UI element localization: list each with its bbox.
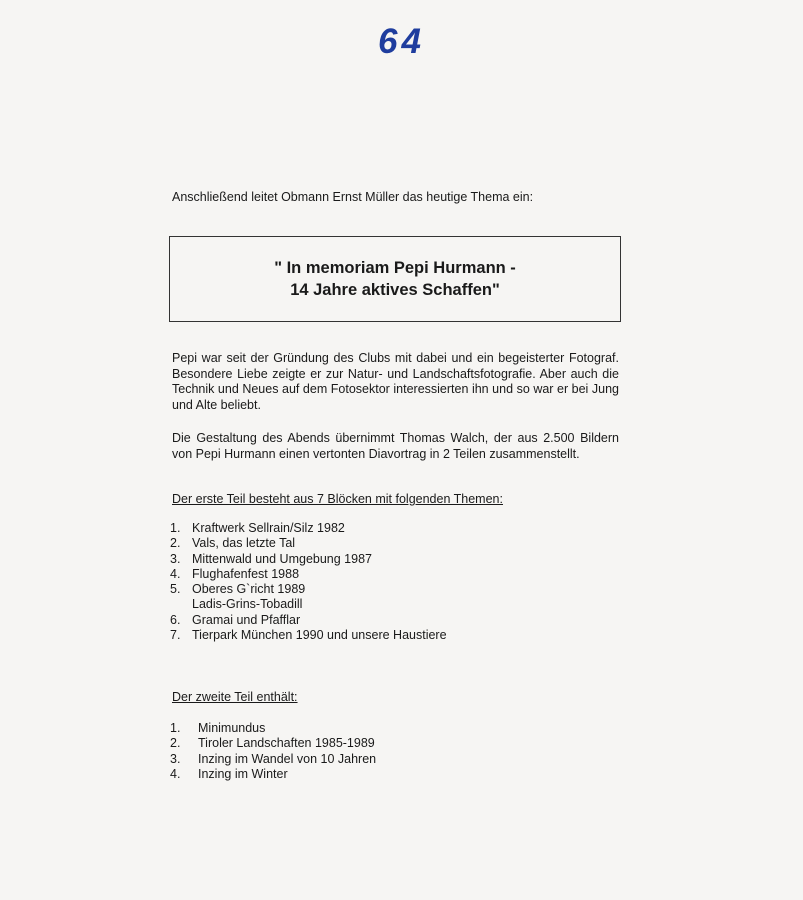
list-item: [170, 521, 447, 536]
list-item-text-block: [192, 582, 305, 613]
list-item-number: 1.: [170, 721, 181, 735]
list-item-number: 4.: [170, 566, 181, 581]
list-item: [170, 736, 376, 751]
title-box: [169, 236, 621, 322]
list-item-text: Minimundus: [198, 721, 266, 735]
title-line-1: " In memoriam Pepi Hurmann -: [274, 259, 516, 277]
list-item: [170, 567, 447, 582]
list-item-number: 6.: [170, 612, 181, 627]
list-item-number: 2.: [170, 536, 181, 551]
title-line-2: 14 Jahre aktives Schaffen": [290, 281, 500, 299]
intro-text: Anschließend leitet Obmann Ernst Müller das heutige Thema ein:: [172, 190, 534, 204]
part2-list: [170, 721, 376, 782]
list-item-subtext: Ladis-Grins-Tobadill: [192, 597, 303, 612]
list-item: [170, 536, 447, 551]
list-item: [170, 552, 447, 567]
paragraph-2: Die Gestaltung des Abends übernimmt Thomas Walch, der aus 2.500 Bildern von Pepi Hurmann einen vertonten Diavortrag in 2 Teilen zusammenstellt.: [172, 431, 619, 461]
list-item: [170, 721, 376, 736]
list-item-text: Vals, das letzte Tal: [192, 536, 296, 551]
list-item-number: 4.: [170, 766, 181, 781]
list-item-text: Inzing im Winter: [198, 766, 288, 781]
paragraph-1: Pepi war seit der Gründung des Clubs mit dabei und ein begeisterter Fotograf. Besondere Liebe zeigte er zur Natur- und Landschaftsfotografie. Aber auch die Technik und Neues auf dem Fotosektor interessierten ihn und so war er bei Jung und Alte beliebt.: [172, 351, 619, 412]
list-item: [170, 767, 376, 782]
list-item-text: Mittenwald und Umgebung 1987: [192, 551, 372, 566]
part1-heading: Der erste Teil besteht aus 7 Blöcken mit folgenden Themen:: [172, 492, 503, 506]
list-item-text: Tiroler Landschaften 1985-1989: [198, 736, 375, 751]
list-item: [170, 582, 447, 613]
part2-heading: Der zweite Teil enthält:: [172, 690, 298, 704]
list-item: [170, 752, 376, 767]
list-item-text: Inzing im Wandel von 10 Jahren: [198, 751, 377, 766]
list-item-text: Flughafenfest 1988: [192, 566, 300, 581]
part1-list: [170, 521, 447, 643]
page-number: 64: [378, 22, 425, 61]
list-item-number: 2.: [170, 736, 181, 751]
list-item-text: Oberes G`richt 1989: [192, 582, 306, 597]
list-item-number: 1.: [170, 521, 181, 535]
list-item-number: 3.: [170, 751, 181, 766]
list-item-number: 7.: [170, 628, 181, 643]
list-item-number: 3.: [170, 551, 181, 566]
list-item-text: Kraftwerk Sellrain/Silz 1982: [192, 521, 345, 535]
list-item: [170, 613, 447, 628]
list-item-text: Gramai und Pfafflar: [192, 612, 301, 627]
list-item: [170, 628, 447, 643]
list-item-number: 5.: [170, 582, 181, 597]
list-item-text: Tierpark München 1990 und unsere Haustiere: [192, 628, 447, 643]
